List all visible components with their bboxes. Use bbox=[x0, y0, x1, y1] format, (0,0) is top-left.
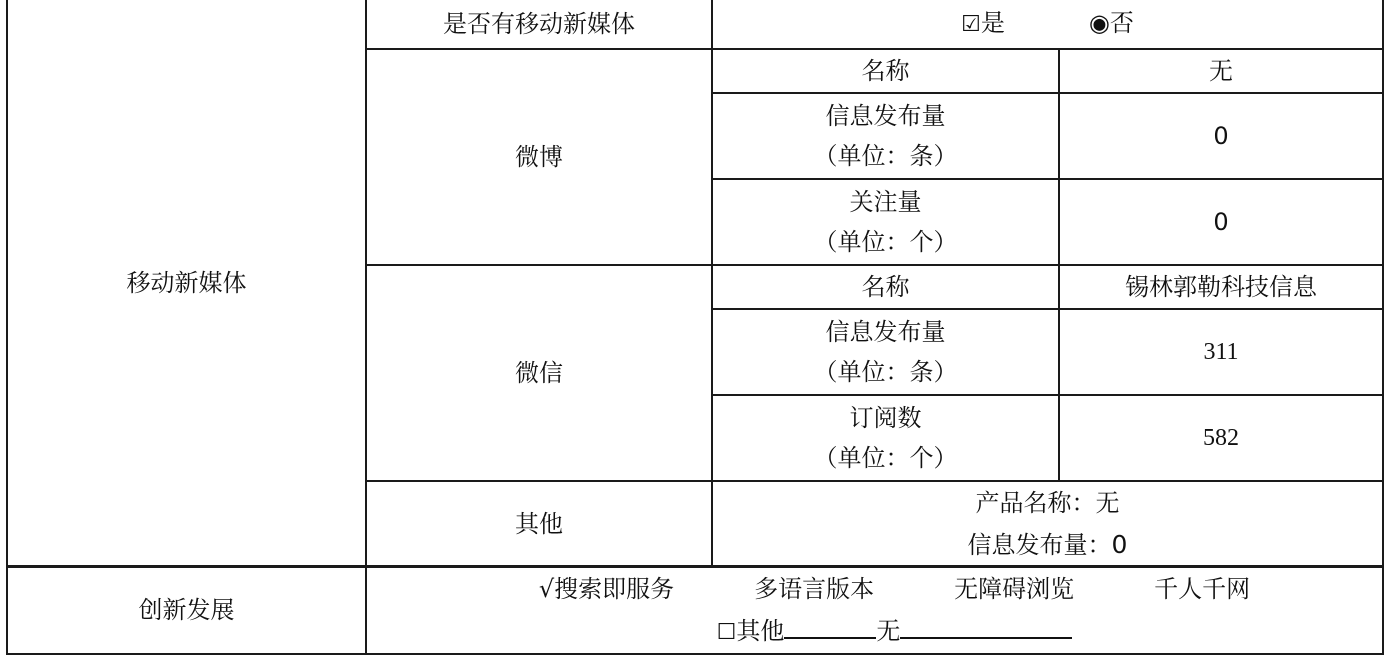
other-blank-1 bbox=[784, 611, 876, 639]
wechat-name-value: 锡林郭勒科技信息 bbox=[1059, 265, 1383, 309]
innovation-options-line bbox=[407, 568, 1382, 610]
checkbox-yes[interactable]: ☑ bbox=[961, 12, 981, 37]
wechat-subs-value: 582 bbox=[1059, 395, 1383, 481]
wechat-label: 微信 bbox=[366, 265, 712, 481]
has-media-label: 是否有移动新媒体 bbox=[366, 0, 712, 49]
weibo-posts-value: 0 bbox=[1059, 93, 1383, 179]
weibo-name-value: 无 bbox=[1059, 49, 1383, 93]
media-form-table bbox=[6, 0, 1384, 568]
option-search-service[interactable]: √搜索即服务 bbox=[538, 575, 675, 603]
other-label: 其他 bbox=[366, 481, 712, 567]
innovation-other-line bbox=[407, 610, 1382, 652]
wechat-subs-label: 订阅数 （单位：个） bbox=[712, 395, 1059, 481]
option-yes-label: 是 bbox=[980, 9, 1005, 37]
option-multilingual[interactable]: 多语言版本 bbox=[754, 575, 875, 603]
section-label: 移动新媒体 bbox=[7, 0, 366, 567]
has-media-options bbox=[712, 0, 1383, 49]
option-no-label: 否 bbox=[1109, 9, 1134, 37]
wechat-posts-label: 信息发布量 （单位：条） bbox=[712, 309, 1059, 395]
innovation-label: 创新发展 bbox=[7, 566, 366, 654]
weibo-followers-value: 0 bbox=[1059, 179, 1383, 265]
other-option-value: 无 bbox=[876, 617, 901, 645]
weibo-name-label: 名称 bbox=[712, 49, 1059, 93]
option-personalized[interactable]: 千人千网 bbox=[1154, 575, 1251, 603]
wechat-name-label: 名称 bbox=[712, 265, 1059, 309]
other-blank-2 bbox=[900, 611, 1072, 639]
innovation-table bbox=[6, 565, 1384, 655]
wechat-posts-value: 311 bbox=[1059, 309, 1383, 395]
other-posts-line: 信息发布量：0 bbox=[967, 530, 1128, 559]
innovation-options bbox=[366, 566, 1383, 654]
weibo-followers-label: 关注量 （单位：个） bbox=[712, 179, 1059, 265]
weibo-label: 微博 bbox=[366, 49, 712, 265]
other-product-line: 产品名称：无 bbox=[975, 489, 1120, 517]
other-option-label: 其他 bbox=[736, 617, 785, 645]
other-details bbox=[712, 481, 1383, 567]
weibo-posts-label: 信息发布量 （单位：条） bbox=[712, 93, 1059, 179]
radio-no[interactable]: ◉ bbox=[1088, 9, 1110, 37]
option-accessible[interactable]: 无障碍浏览 bbox=[954, 575, 1075, 603]
checkbox-other[interactable]: ☐ bbox=[716, 620, 737, 645]
